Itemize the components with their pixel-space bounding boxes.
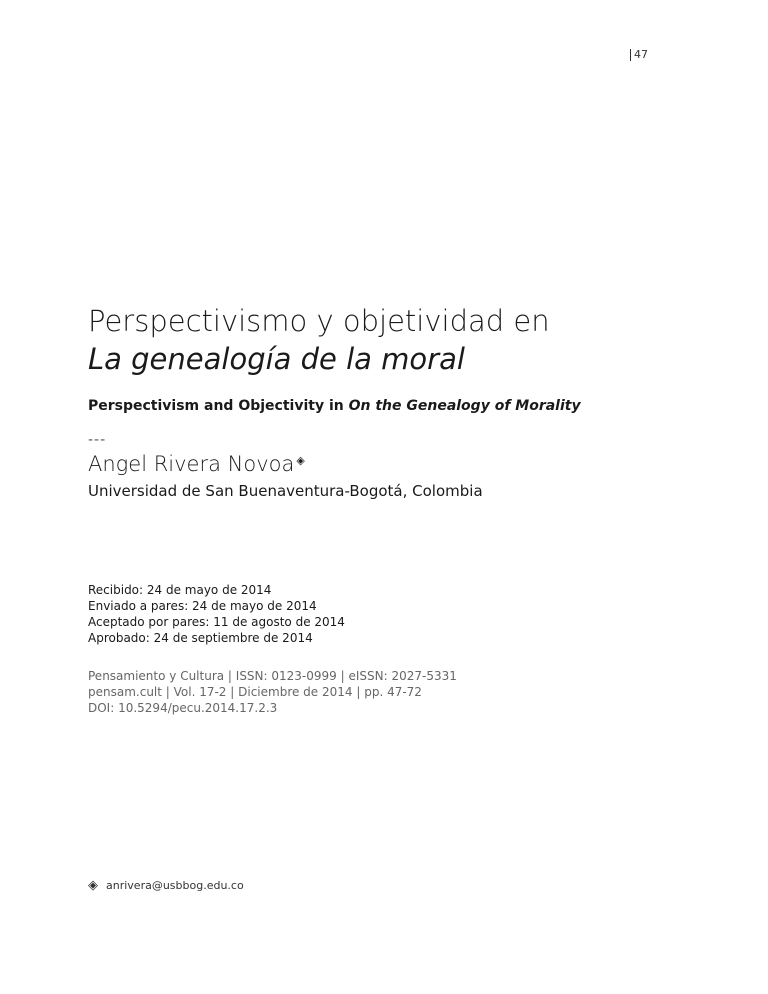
footnote-email: anrivera@usbbog.edu.co [106,879,244,892]
article-title [88,302,708,378]
title-line-1: Perspectivismo y objetividad en [88,304,550,338]
author-name: Angel Rivera Novoa [88,452,295,476]
subtitle-italic: On the Genealogy of Morality [348,398,581,414]
subtitle-prefix: Perspectivism and Objectivity in [88,398,349,414]
title-line-2: La genealogía de la moral [88,342,465,376]
article-subtitle [88,398,581,414]
date-accepted: Aceptado por pares: 11 de agosto de 2014 [88,615,345,629]
page-number-divider [630,49,631,61]
page-number [630,48,648,61]
author-affiliation: Universidad de San Buenaventura-Bogotá, Colombia [88,482,483,500]
footnote [88,878,244,893]
separator: --- [88,432,107,448]
author [88,452,305,476]
author-footnote-icon: ◈ [296,454,305,467]
journal-doi: DOI: 10.5294/pecu.2014.17.2.3 [88,701,278,715]
page-number-text: 47 [634,48,648,61]
journal-info [88,668,457,716]
journal-info-line-1: Pensamiento y Cultura | ISSN: 0123-0999 | eISSN: 2027-5331 [88,669,457,683]
submission-dates [88,582,345,646]
date-sent-to-reviewers: Enviado a pares: 24 de mayo de 2014 [88,599,317,613]
journal-info-line-2: pensam.cult | Vol. 17-2 | Diciembre de 2014 | pp. 47-72 [88,685,422,699]
footnote-icon: ◈ [88,878,98,893]
date-received: Recibido: 24 de mayo de 2014 [88,583,272,597]
date-approved: Aprobado: 24 de septiembre de 2014 [88,631,313,645]
